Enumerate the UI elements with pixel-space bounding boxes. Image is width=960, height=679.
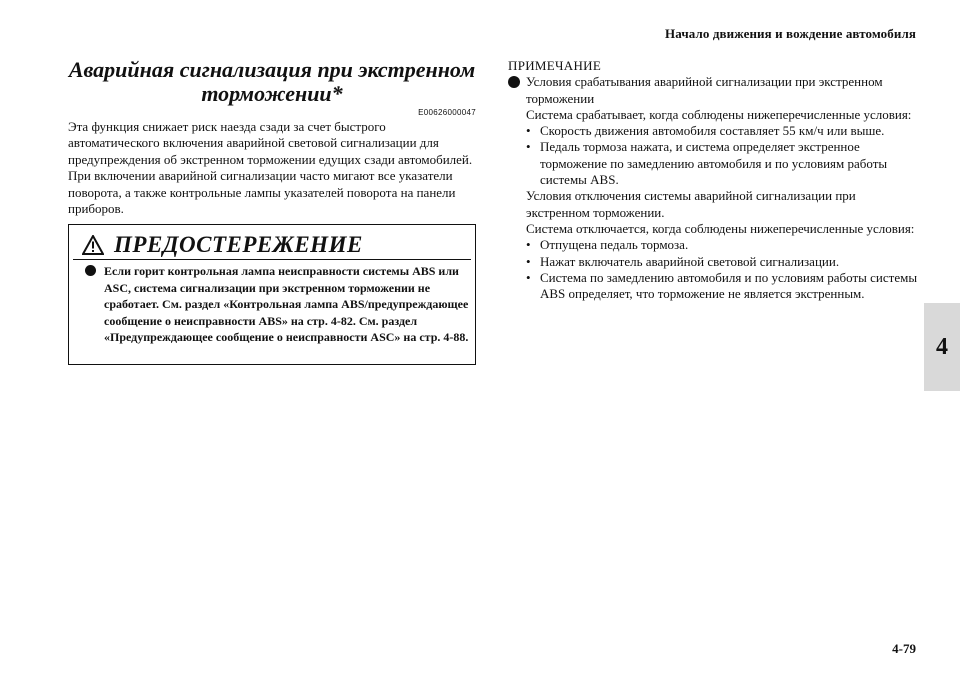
warning-text: Если горит контрольная лампа неисправности системы ABS или ASC, система сигнализации при экстренном торможении не сработает. См. раздел «Контрольная лампа ABS/предупреждающее сообщение о неисправности ABS» на стр. 4-82. См. раздел «Предупреждающее сообщение о неисправности ASC» на стр. 4-88. [104,264,469,344]
list-item-text: Скорость движения автомобиля составляет 55 км/ч или выше. [540,123,885,139]
list-item-text: Нажат включатель аварийной световой сигнализации. [540,253,840,269]
bullet-dot-icon [508,76,520,88]
warning-box [68,224,476,365]
chapter-tab: 4 [924,303,960,391]
bullet-mark: • [526,237,531,253]
section-column [68,58,476,217]
list-item-text: Отпущена педаль тормоза. [540,237,689,253]
warning-triangle-icon [82,235,104,255]
note-heading-deactivation: Условия отключения системы аварийной сигнализации при экстренном торможении. [526,188,856,220]
list-item-text: Педаль тормоза нажата, и система определяет экстренное торможение по замедлению автомобиля и по условиям работы системы ABS. [540,139,888,188]
note-label: ПРИМЕЧАНИЕ [508,58,602,73]
bullet-mark: • [526,269,531,285]
section-title: Аварийная сигнализация при экстренном торможении* [68,57,476,106]
section-paragraph: Эта функция снижает риск наезда сзади за счет быстрого автоматического включения аварийной световой сигнализации для предупреждения об экстренном торможении едущих сзади автомобилей. При включении аварийной сигнализации часто мигают все указатели поворота, а также контрольные лампы указателей поворота на панели приборов. [68,119,473,217]
list-item-text: Система по замедлению автомобиля и по условиям работы системы ABS определяет, что торможение не является экстренным. [540,269,918,302]
note-heading-activation: Условия срабатывания аварийной сигнализации при экстренном торможении [526,74,883,106]
bullet-mark: • [526,139,531,155]
section-code: E00626000047 [418,108,476,117]
warning-divider [73,259,471,260]
note-column [508,58,920,302]
note-intro-activation: Система срабатывает, когда соблюдены нижеперечисленные условия: [526,106,912,122]
chapter-header: Начало движения и вождение автомобиля [665,26,916,41]
note-item [508,74,920,302]
list-item [526,254,920,270]
warning-body [85,263,469,346]
bullet-dot-icon [85,265,96,276]
list-item [526,123,920,139]
list-item [526,270,920,303]
page-number: 4-79 [892,641,916,656]
warning-header [69,225,475,258]
bullet-mark: • [526,123,531,139]
warning-title: ПРЕДОСТЕРЕЖЕНИЕ [114,232,363,257]
list-item [526,139,920,188]
list-item [526,237,920,253]
bullet-mark: • [526,253,531,269]
note-intro-deactivation: Система отключается, когда соблюдены нижеперечисленные условия: [526,220,915,236]
